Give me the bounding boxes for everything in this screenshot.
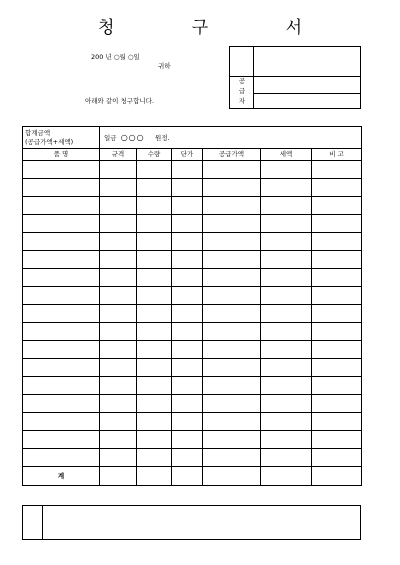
table-cell[interactable]	[137, 179, 172, 197]
table-cell[interactable]	[172, 305, 203, 323]
table-cell[interactable]	[137, 377, 172, 395]
table-row	[23, 161, 362, 179]
table-cell[interactable]	[137, 359, 172, 377]
header-tax: 세액	[261, 149, 312, 161]
total-cell[interactable]	[261, 467, 312, 486]
table-cell[interactable]	[172, 449, 203, 467]
table-cell[interactable]	[203, 359, 261, 377]
table-cell[interactable]	[100, 269, 137, 287]
table-cell[interactable]	[100, 287, 137, 305]
table-row	[23, 305, 362, 323]
table-cell[interactable]	[172, 161, 203, 179]
table-cell[interactable]	[312, 251, 362, 269]
table-cell[interactable]	[172, 215, 203, 233]
table-cell[interactable]	[312, 287, 362, 305]
table-cell[interactable]	[261, 413, 312, 431]
table-cell[interactable]	[312, 161, 362, 179]
table-cell[interactable]	[23, 251, 100, 269]
table-cell[interactable]	[100, 431, 137, 449]
table-cell[interactable]	[203, 413, 261, 431]
table-cell[interactable]	[100, 305, 137, 323]
table-cell[interactable]	[172, 431, 203, 449]
total-cell[interactable]	[312, 467, 362, 486]
table-row	[23, 233, 362, 251]
total-amount-value[interactable]: 일금 ○○○ 원정.	[100, 127, 362, 149]
table-cell[interactable]	[261, 305, 312, 323]
table-cell[interactable]	[312, 413, 362, 431]
table-cell[interactable]	[23, 305, 100, 323]
table-cell[interactable]	[172, 197, 203, 215]
request-text: 아래와 같이 청구합니다.	[85, 97, 154, 105]
table-cell[interactable]	[137, 413, 172, 431]
table-row	[23, 341, 362, 359]
table-row	[23, 269, 362, 287]
table-row	[23, 323, 362, 341]
table-cell[interactable]	[100, 323, 137, 341]
table-cell[interactable]	[23, 233, 100, 251]
table-cell[interactable]	[203, 233, 261, 251]
table-cell[interactable]	[100, 377, 137, 395]
table-cell[interactable]	[137, 215, 172, 233]
table-cell[interactable]	[261, 359, 312, 377]
table-cell[interactable]	[261, 233, 312, 251]
table-cell[interactable]	[203, 341, 261, 359]
table-cell[interactable]	[312, 341, 362, 359]
header-unit-price: 단가	[172, 149, 203, 161]
table-cell[interactable]	[172, 251, 203, 269]
table-cell[interactable]	[203, 251, 261, 269]
table-row	[23, 413, 362, 431]
table-cell[interactable]	[23, 287, 100, 305]
table-cell[interactable]	[312, 305, 362, 323]
table-cell[interactable]	[100, 395, 137, 413]
table-cell[interactable]	[261, 395, 312, 413]
table-cell[interactable]	[23, 341, 100, 359]
table-cell[interactable]	[203, 269, 261, 287]
table-cell[interactable]	[203, 395, 261, 413]
table-cell[interactable]	[172, 287, 203, 305]
table-cell[interactable]	[23, 269, 100, 287]
total-cell[interactable]	[203, 467, 261, 486]
table-cell[interactable]	[137, 269, 172, 287]
table-cell[interactable]	[203, 323, 261, 341]
table-cell[interactable]	[137, 287, 172, 305]
table-cell[interactable]	[172, 413, 203, 431]
table-row	[23, 251, 362, 269]
table-cell[interactable]	[137, 323, 172, 341]
table-cell[interactable]	[312, 323, 362, 341]
table-cell[interactable]	[312, 395, 362, 413]
table-cell[interactable]	[172, 377, 203, 395]
table-cell[interactable]	[100, 179, 137, 197]
table-cell[interactable]	[23, 359, 100, 377]
table-cell[interactable]	[100, 449, 137, 467]
table-row	[23, 179, 362, 197]
table-cell[interactable]	[261, 251, 312, 269]
table-cell[interactable]	[23, 197, 100, 215]
table-cell[interactable]	[23, 215, 100, 233]
total-cell[interactable]	[100, 467, 137, 486]
supplier-box	[229, 46, 361, 109]
table-cell[interactable]	[312, 197, 362, 215]
table-cell[interactable]	[100, 215, 137, 233]
table-cell[interactable]	[137, 233, 172, 251]
table-cell[interactable]	[312, 179, 362, 197]
table-cell[interactable]	[23, 323, 100, 341]
table-cell[interactable]	[261, 215, 312, 233]
table-row	[23, 359, 362, 377]
table-cell[interactable]	[261, 287, 312, 305]
header-remarks: 비 고	[312, 149, 362, 161]
document-title: 청 구 서	[97, 18, 339, 38]
table-cell[interactable]	[261, 269, 312, 287]
table-cell[interactable]	[137, 449, 172, 467]
table-cell[interactable]	[23, 161, 100, 179]
table-row	[23, 431, 362, 449]
table-cell[interactable]	[100, 197, 137, 215]
table-row	[23, 377, 362, 395]
table-cell[interactable]	[172, 233, 203, 251]
table-cell[interactable]	[137, 197, 172, 215]
recipient-suffix: 귀하	[158, 62, 171, 70]
table-cell[interactable]	[203, 197, 261, 215]
table-cell[interactable]	[261, 323, 312, 341]
total-label: 계	[23, 467, 100, 486]
table-cell[interactable]	[203, 305, 261, 323]
table-cell[interactable]	[137, 341, 172, 359]
table-row	[23, 197, 362, 215]
table-cell[interactable]	[261, 377, 312, 395]
table-cell[interactable]	[137, 395, 172, 413]
table-row	[23, 395, 362, 413]
table-cell[interactable]	[23, 377, 100, 395]
date-line: 200 년 ○월 ○일	[91, 53, 140, 61]
total-amount-row	[23, 127, 362, 149]
table-cell[interactable]	[23, 413, 100, 431]
total-row	[23, 467, 362, 486]
table-cell[interactable]	[203, 161, 261, 179]
table-cell[interactable]	[203, 377, 261, 395]
supplier-label-1: 공	[238, 77, 246, 85]
table-cell[interactable]	[172, 323, 203, 341]
table-cell[interactable]	[261, 341, 312, 359]
table-cell[interactable]	[23, 179, 100, 197]
table-cell[interactable]	[312, 377, 362, 395]
table-cell[interactable]	[203, 431, 261, 449]
table-cell[interactable]	[137, 251, 172, 269]
table-cell[interactable]	[23, 449, 100, 467]
supplier-label-2: 급	[238, 87, 246, 95]
table-cell[interactable]	[312, 431, 362, 449]
table-cell[interactable]	[261, 179, 312, 197]
header-spec: 규격	[100, 149, 137, 161]
table-cell[interactable]	[261, 161, 312, 179]
table-cell[interactable]	[312, 449, 362, 467]
header-quantity: 수량	[137, 149, 172, 161]
total-amount-label: 합계금액 (공급가액+세액)	[23, 127, 100, 149]
table-cell[interactable]	[261, 449, 312, 467]
header-item-name: 품 명	[23, 149, 100, 161]
table-cell[interactable]	[261, 431, 312, 449]
table-cell[interactable]	[100, 413, 137, 431]
table-cell[interactable]	[312, 359, 362, 377]
table-cell[interactable]	[100, 251, 137, 269]
table-cell[interactable]	[137, 431, 172, 449]
table-row	[23, 449, 362, 467]
table-cell[interactable]	[203, 287, 261, 305]
total-cell[interactable]	[137, 467, 172, 486]
table-cell[interactable]	[23, 431, 100, 449]
total-cell[interactable]	[172, 467, 203, 486]
table-cell[interactable]	[100, 341, 137, 359]
table-cell[interactable]	[100, 161, 137, 179]
table-cell[interactable]	[172, 395, 203, 413]
table-cell[interactable]	[100, 359, 137, 377]
table-cell[interactable]	[137, 305, 172, 323]
table-cell[interactable]	[137, 161, 172, 179]
table-cell[interactable]	[312, 233, 362, 251]
memo-box[interactable]	[22, 505, 361, 540]
table-header-row	[23, 149, 362, 161]
supplier-label-3: 자	[238, 97, 246, 105]
invoice-table	[22, 126, 362, 486]
table-row	[23, 287, 362, 305]
table-cell[interactable]	[172, 269, 203, 287]
table-cell[interactable]	[172, 341, 203, 359]
table-cell[interactable]	[261, 197, 312, 215]
table-cell[interactable]	[203, 449, 261, 467]
table-cell[interactable]	[312, 269, 362, 287]
table-cell[interactable]	[23, 395, 100, 413]
table-cell[interactable]	[203, 179, 261, 197]
table-row	[23, 215, 362, 233]
table-cell[interactable]	[203, 215, 261, 233]
header-supply-amount: 공급가액	[203, 149, 261, 161]
table-cell[interactable]	[172, 179, 203, 197]
table-cell[interactable]	[172, 359, 203, 377]
table-cell[interactable]	[100, 233, 137, 251]
table-cell[interactable]	[312, 215, 362, 233]
